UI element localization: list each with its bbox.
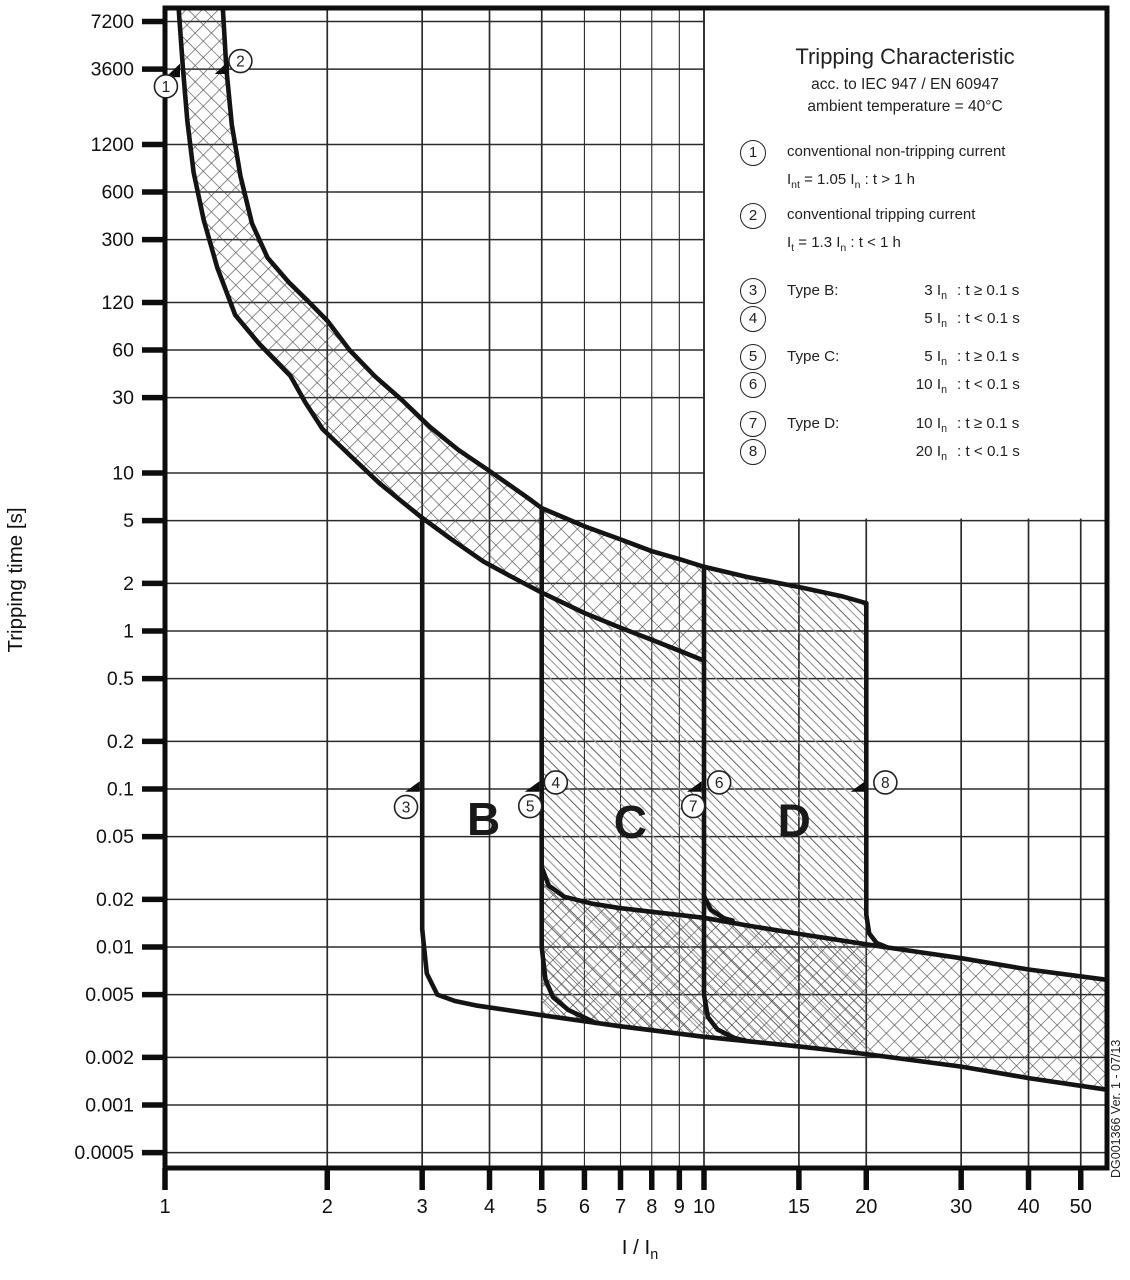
region-letter-B: B <box>466 792 501 845</box>
svg-text:10: 10 <box>112 462 134 485</box>
legend-circle-8: 8 <box>740 439 766 465</box>
svg-text:20: 20 <box>855 1196 878 1218</box>
legend-note-2-text: conventional tripping current <box>787 206 976 223</box>
svg-text:300: 300 <box>101 229 134 252</box>
legend-circle-2: 2 <box>740 203 766 229</box>
chart-title: Tripping Characteristic <box>795 44 1015 69</box>
legend-type-c-row-2: 10 $I_n$ : t < 0.1 s <box>915 376 1020 397</box>
svg-text:8: 8 <box>646 1196 658 1218</box>
svg-text:4: 4 <box>483 1196 496 1218</box>
svg-text:7: 7 <box>688 798 698 816</box>
svg-text:40: 40 <box>1017 1196 1040 1218</box>
thermal_tolerance_band <box>179 8 704 661</box>
svg-text:5: 5 <box>123 510 134 533</box>
legend-type-d-row-2: 20 $I_n$ : t < 0.1 s <box>915 443 1020 464</box>
legend-circle-5: 5 <box>740 344 766 370</box>
legend-note-1-formula: $I_{nt} = 1.05$ $I_n$ : t > 1 h <box>787 171 916 191</box>
legend-circle-1: 1 <box>740 140 766 166</box>
svg-text:0.002: 0.002 <box>85 1046 134 1069</box>
legend-circle-4: 4 <box>740 306 766 332</box>
chart-ambient: ambient temperature = 40°C <box>807 98 1003 115</box>
svg-text:0.01: 0.01 <box>96 936 134 959</box>
document-reference: DG001366 Ver. 1 - 07/13 <box>1109 1039 1123 1178</box>
svg-text:5: 5 <box>525 798 535 816</box>
legend-circle-6: 6 <box>740 372 766 398</box>
svg-text:0.1: 0.1 <box>106 778 134 801</box>
svg-text:6: 6 <box>578 1196 590 1218</box>
svg-text:2: 2 <box>321 1196 333 1218</box>
svg-text:0.2: 0.2 <box>106 730 134 753</box>
chart-standard: acc. to IEC 947 / EN 60947 <box>811 76 999 93</box>
svg-text:6: 6 <box>714 774 724 792</box>
svg-text:7: 7 <box>614 1196 627 1218</box>
svg-text:60: 60 <box>112 339 134 362</box>
x-axis-title: I / $I_n$ <box>621 1236 659 1264</box>
svg-text:1: 1 <box>123 620 134 643</box>
svg-text:0.001: 0.001 <box>85 1094 134 1117</box>
svg-text:4: 4 <box>551 774 561 792</box>
svg-text:0.0005: 0.0005 <box>74 1142 134 1165</box>
svg-text:15: 15 <box>787 1196 811 1218</box>
svg-text:30: 30 <box>112 387 134 410</box>
svg-text:30: 30 <box>950 1196 973 1218</box>
legend-circle-7: 7 <box>740 411 766 437</box>
region-letter-D: D <box>777 794 811 847</box>
legend-circle-3: 3 <box>740 278 766 304</box>
legend-type-b-row-1: Type B: 3 $I_n$ : t ≥ 0.1 s <box>787 282 1020 303</box>
svg-text:9: 9 <box>673 1196 685 1218</box>
legend-type-d-row-1: Type D: 10 $I_n$ : t ≥ 0.1 s <box>787 415 1020 436</box>
svg-text:2: 2 <box>123 572 134 595</box>
svg-text:0.5: 0.5 <box>106 668 134 691</box>
y-axis-title: Tripping time [s] <box>4 507 27 653</box>
legend-type-c-row-1: Type C: 5 $I_n$ : t ≥ 0.1 s <box>787 348 1020 369</box>
svg-text:120: 120 <box>101 291 134 314</box>
svg-text:3: 3 <box>416 1196 428 1218</box>
svg-text:3600: 3600 <box>90 58 134 81</box>
svg-text:3: 3 <box>401 799 411 817</box>
svg-text:2: 2 <box>236 53 245 71</box>
svg-text:7200: 7200 <box>90 11 134 34</box>
svg-text:600: 600 <box>101 181 134 204</box>
legend-note-2-formula: $I_t = 1.3$ $I_n$ : t < 1 h <box>787 234 901 254</box>
svg-text:1: 1 <box>159 1196 171 1218</box>
svg-text:1200: 1200 <box>90 133 134 156</box>
svg-text:8: 8 <box>881 774 890 792</box>
svg-text:0.005: 0.005 <box>85 984 134 1007</box>
svg-text:5: 5 <box>536 1196 548 1218</box>
svg-text:0.05: 0.05 <box>96 826 134 849</box>
svg-text:1: 1 <box>161 78 171 96</box>
svg-text:50: 50 <box>1069 1196 1092 1218</box>
region-letter-C: C <box>613 795 647 848</box>
svg-text:0.02: 0.02 <box>96 888 134 911</box>
legend-type-b-row-2: 5 $I_n$ : t < 0.1 s <box>924 310 1020 331</box>
svg-text:10: 10 <box>692 1196 716 1218</box>
legend-note-1-text: conventional non-tripping current <box>787 143 1006 160</box>
